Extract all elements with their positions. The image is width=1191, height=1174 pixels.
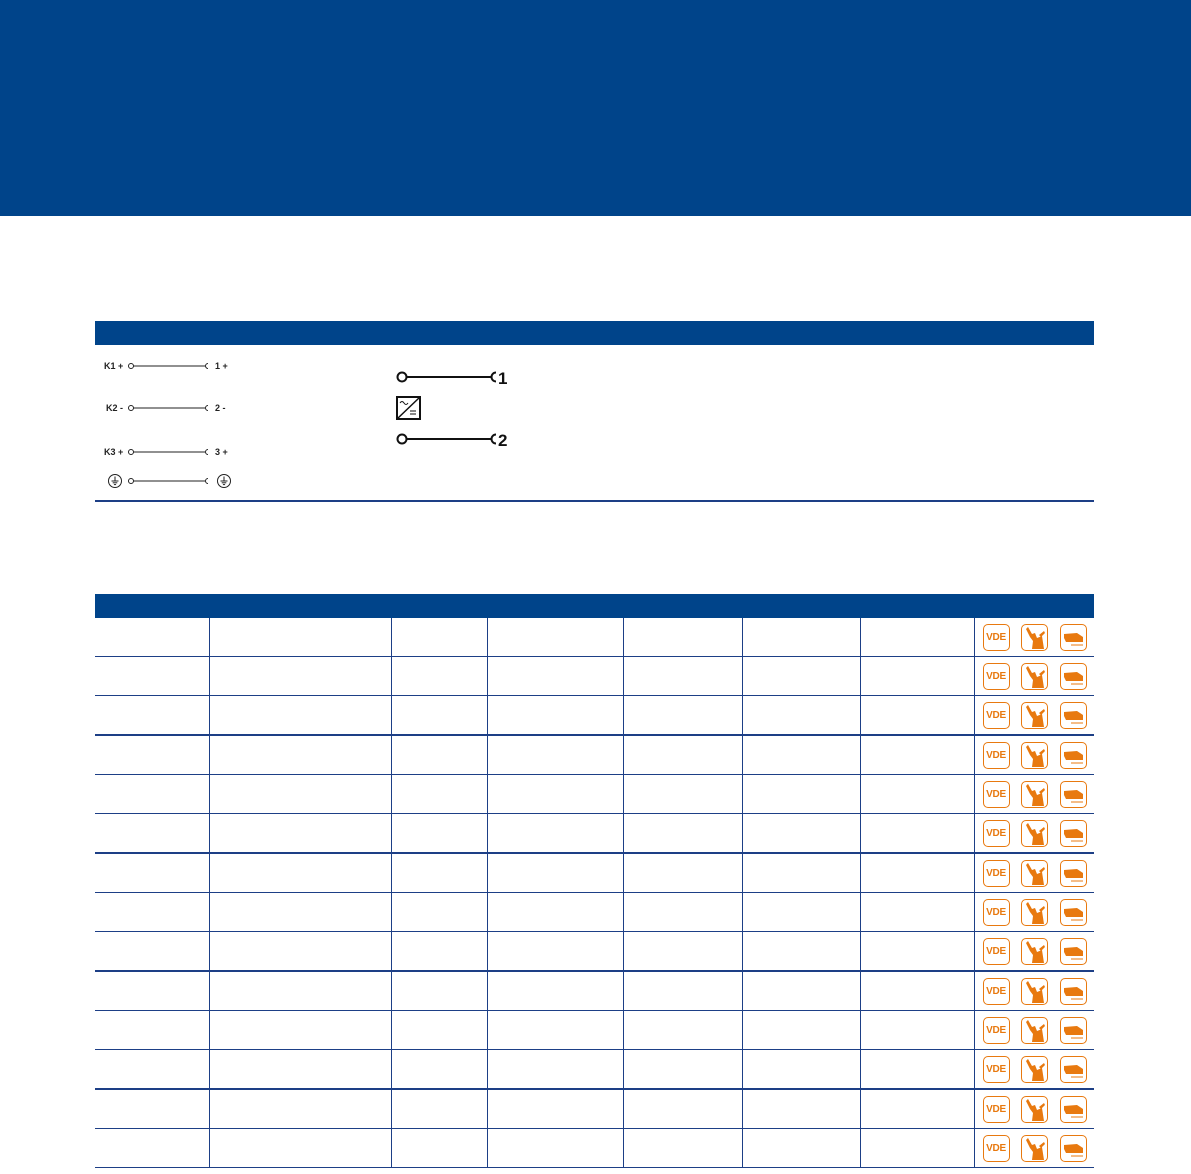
table-cell	[860, 1129, 974, 1168]
terminal-number-1: 1	[498, 369, 508, 388]
vde-badge	[983, 820, 1010, 847]
fuse-icon	[1060, 1135, 1087, 1162]
certification-icons	[975, 736, 1095, 774]
fuse-icon	[1060, 899, 1087, 926]
certification-icons	[975, 1090, 1095, 1128]
table-cell	[742, 1129, 860, 1168]
table-cell	[742, 696, 860, 736]
table-cell	[95, 1050, 209, 1090]
fuse-icon	[1060, 624, 1087, 651]
table-cell	[742, 893, 860, 932]
table-cell	[391, 893, 487, 932]
table-row	[95, 1011, 1094, 1050]
certification-cell	[974, 1129, 1094, 1168]
certification-cell	[974, 971, 1094, 1011]
table-row	[95, 1050, 1094, 1090]
table-cell	[391, 1089, 487, 1129]
table-cell	[209, 971, 391, 1011]
certification-icons	[975, 1129, 1095, 1167]
converter-symbol	[397, 369, 507, 450]
table-cell	[623, 893, 742, 932]
fuse-icon	[1060, 1096, 1087, 1123]
insulated-tool-icon	[1021, 624, 1048, 651]
table-row	[95, 657, 1094, 696]
fuse-icon	[1060, 742, 1087, 769]
table-cell	[95, 696, 209, 736]
terminal-label-k3: K3 +	[104, 447, 124, 457]
terminal-row-k1	[104, 361, 228, 371]
table-cell	[860, 1050, 974, 1090]
table-cell	[742, 853, 860, 893]
table-cell	[487, 932, 623, 972]
product-table	[95, 618, 1094, 1168]
ground-icon	[218, 475, 231, 488]
table-cell	[487, 814, 623, 854]
vde-badge	[983, 1056, 1010, 1083]
vde-badge	[983, 742, 1010, 769]
table-row	[95, 775, 1094, 814]
vde-badge	[983, 860, 1010, 887]
fuse-icon	[1060, 978, 1087, 1005]
terminal-row-k2	[106, 403, 226, 413]
vde-badge	[983, 899, 1010, 926]
terminal-label-k2: K2 -	[106, 403, 124, 413]
certification-cell	[974, 775, 1094, 814]
certification-cell	[974, 735, 1094, 775]
table-cell	[623, 735, 742, 775]
vde-badge	[983, 1135, 1010, 1162]
table-row	[95, 1129, 1094, 1168]
vde-label: VDE	[986, 670, 1006, 682]
table-cell	[95, 814, 209, 854]
table-cell	[860, 893, 974, 932]
table-cell	[209, 1011, 391, 1050]
table-cell	[623, 775, 742, 814]
vde-label: VDE	[986, 749, 1006, 761]
vde-label: VDE	[986, 1024, 1006, 1036]
table-cell	[391, 657, 487, 696]
table-cell	[623, 814, 742, 854]
insulated-tool-icon	[1021, 938, 1048, 965]
table-cell	[95, 853, 209, 893]
table-cell	[487, 1050, 623, 1090]
vde-badge	[983, 978, 1010, 1005]
table-cell	[487, 696, 623, 736]
vde-label: VDE	[986, 945, 1006, 957]
table-cell	[487, 1011, 623, 1050]
table-cell	[860, 657, 974, 696]
wiring-diagram	[95, 345, 1094, 502]
table-cell	[95, 1129, 209, 1168]
vde-label: VDE	[986, 709, 1006, 721]
vde-label: VDE	[986, 906, 1006, 918]
table-cell	[742, 775, 860, 814]
certification-cell	[974, 814, 1094, 854]
certification-cell	[974, 1011, 1094, 1050]
table-cell	[209, 775, 391, 814]
table-cell	[623, 696, 742, 736]
fuse-icon	[1060, 781, 1087, 808]
table-cell	[95, 657, 209, 696]
fuse-icon	[1060, 663, 1087, 690]
table-cell	[209, 853, 391, 893]
fuse-icon	[1060, 860, 1087, 887]
table-row	[95, 893, 1094, 932]
table-cell	[487, 971, 623, 1011]
table-cell	[623, 971, 742, 1011]
certification-icons	[975, 696, 1095, 734]
table-cell	[860, 932, 974, 972]
table-cell	[95, 971, 209, 1011]
table-cell	[391, 971, 487, 1011]
table-cell	[95, 1011, 209, 1050]
table-cell	[623, 932, 742, 972]
table-cell	[391, 696, 487, 736]
table-cell	[742, 1011, 860, 1050]
terminal-row-ground	[109, 475, 231, 488]
table-cell	[391, 1011, 487, 1050]
table-cell	[487, 657, 623, 696]
table-cell	[391, 932, 487, 972]
table-cell	[391, 1129, 487, 1168]
certification-icons	[975, 775, 1095, 813]
terminal-row-k3	[104, 447, 228, 457]
certification-icons	[975, 1011, 1095, 1049]
table-cell	[487, 735, 623, 775]
table-cell	[860, 696, 974, 736]
terminal-number-2: 2	[498, 431, 508, 450]
insulated-tool-icon	[1021, 978, 1048, 1005]
insulated-tool-icon	[1021, 1017, 1048, 1044]
certification-icons	[975, 618, 1095, 656]
certification-icons	[975, 1050, 1095, 1088]
vde-label: VDE	[986, 788, 1006, 800]
table-row	[95, 814, 1094, 854]
table-cell	[95, 618, 209, 657]
vde-badge	[983, 781, 1010, 808]
ground-icon	[109, 475, 122, 488]
table-cell	[209, 696, 391, 736]
certification-icons	[975, 814, 1095, 852]
table-cell	[95, 735, 209, 775]
table-cell	[860, 814, 974, 854]
table-cell	[391, 853, 487, 893]
table-cell	[623, 618, 742, 657]
table-cell	[391, 814, 487, 854]
table-cell	[742, 618, 860, 657]
table-cell	[487, 1089, 623, 1129]
table-cell	[95, 775, 209, 814]
insulated-tool-icon	[1021, 742, 1048, 769]
table-cell	[209, 814, 391, 854]
table-cell	[860, 1089, 974, 1129]
vde-badge	[983, 1096, 1010, 1123]
table-cell	[209, 657, 391, 696]
table-cell	[623, 1011, 742, 1050]
table-cell	[623, 1129, 742, 1168]
table-row	[95, 971, 1094, 1011]
terminal-label-k1: K1 +	[104, 361, 124, 371]
vde-badge	[983, 663, 1010, 690]
table-cell	[209, 618, 391, 657]
table-cell	[623, 1050, 742, 1090]
header-band	[0, 0, 1191, 216]
insulated-tool-icon	[1021, 1056, 1048, 1083]
table-cell	[860, 735, 974, 775]
table-cell	[95, 1089, 209, 1129]
vde-label: VDE	[986, 1142, 1006, 1154]
table-cell	[391, 775, 487, 814]
table-cell	[742, 971, 860, 1011]
section-bar-table	[95, 594, 1094, 618]
certification-cell	[974, 1050, 1094, 1090]
certification-cell	[974, 932, 1094, 972]
table-cell	[209, 735, 391, 775]
table-cell	[95, 932, 209, 972]
vde-label: VDE	[986, 631, 1006, 643]
vde-label: VDE	[986, 827, 1006, 839]
certification-cell	[974, 618, 1094, 657]
insulated-tool-icon	[1021, 702, 1048, 729]
table-cell	[860, 775, 974, 814]
table-row	[95, 853, 1094, 893]
table-cell	[209, 932, 391, 972]
terminal-label-3: 3 +	[215, 447, 228, 457]
table-cell	[487, 853, 623, 893]
table-cell	[209, 1129, 391, 1168]
certification-cell	[974, 853, 1094, 893]
section-bar-wiring	[95, 321, 1094, 345]
table-cell	[742, 1089, 860, 1129]
fuse-icon	[1060, 938, 1087, 965]
table-row	[95, 932, 1094, 972]
fuse-icon	[1060, 820, 1087, 847]
table-cell	[391, 618, 487, 657]
table-cell	[860, 1011, 974, 1050]
certification-cell	[974, 893, 1094, 932]
table-row	[95, 735, 1094, 775]
certification-icons	[975, 854, 1095, 892]
table-cell	[391, 1050, 487, 1090]
fuse-icon	[1060, 1056, 1087, 1083]
insulated-tool-icon	[1021, 860, 1048, 887]
fuse-icon	[1060, 1017, 1087, 1044]
certification-cell	[974, 696, 1094, 736]
table-cell	[391, 735, 487, 775]
insulated-tool-icon	[1021, 899, 1048, 926]
certification-cell	[974, 1089, 1094, 1129]
table-cell	[860, 853, 974, 893]
table-cell	[742, 1050, 860, 1090]
table-cell	[742, 932, 860, 972]
vde-badge	[983, 1017, 1010, 1044]
certification-icons	[975, 932, 1095, 970]
fuse-icon	[1060, 702, 1087, 729]
terminal-label-2: 2 -	[215, 403, 226, 413]
table-cell	[623, 1089, 742, 1129]
insulated-tool-icon	[1021, 1096, 1048, 1123]
table-cell	[742, 735, 860, 775]
insulated-tool-icon	[1021, 663, 1048, 690]
table-cell	[623, 657, 742, 696]
vde-badge	[983, 938, 1010, 965]
table-cell	[860, 971, 974, 1011]
vde-badge	[983, 624, 1010, 651]
table-row	[95, 1089, 1094, 1129]
table-row	[95, 696, 1094, 736]
table-cell	[487, 893, 623, 932]
vde-badge	[983, 702, 1010, 729]
vde-label: VDE	[986, 867, 1006, 879]
table-cell	[487, 775, 623, 814]
certification-icons	[975, 657, 1095, 695]
table-cell	[860, 618, 974, 657]
table-cell	[487, 618, 623, 657]
ac-dc-converter-icon	[397, 397, 420, 419]
table-cell	[487, 1129, 623, 1168]
insulated-tool-icon	[1021, 1135, 1048, 1162]
table-cell	[209, 1089, 391, 1129]
vde-label: VDE	[986, 1103, 1006, 1115]
table-cell	[742, 657, 860, 696]
table-cell	[209, 1050, 391, 1090]
table-cell	[742, 814, 860, 854]
certification-icons	[975, 972, 1095, 1010]
table-row	[95, 618, 1094, 657]
certification-cell	[974, 657, 1094, 696]
certification-icons	[975, 893, 1095, 931]
table-cell	[95, 893, 209, 932]
vde-label: VDE	[986, 985, 1006, 997]
terminal-label-1: 1 +	[215, 361, 228, 371]
insulated-tool-icon	[1021, 781, 1048, 808]
insulated-tool-icon	[1021, 820, 1048, 847]
table-cell	[623, 853, 742, 893]
table-cell	[209, 893, 391, 932]
vde-label: VDE	[986, 1063, 1006, 1075]
